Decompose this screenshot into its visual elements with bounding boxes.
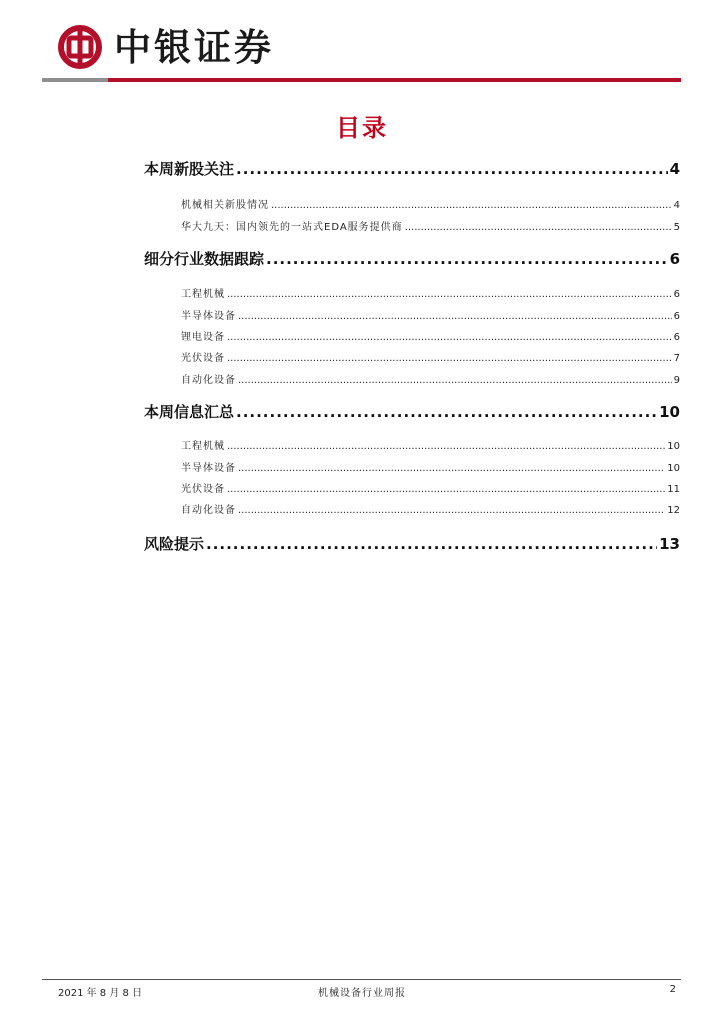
- toc-item-label: 半导体设备: [181, 311, 236, 322]
- toc-title: 目录: [336, 113, 388, 142]
- toc-leader-dots: [236, 403, 657, 421]
- header-rule-red: [108, 78, 681, 82]
- toc-item-link[interactable]: [181, 371, 680, 386]
- toc-page-number: 6: [669, 250, 680, 268]
- toc-item-label: 机械相关新股情况: [181, 200, 269, 211]
- toc-item-label: 工程机械: [181, 289, 225, 300]
- toc-leader-dots: [227, 332, 672, 343]
- toc-page-number: 6: [673, 311, 680, 322]
- toc-section-label: 本周信息汇总: [144, 403, 235, 421]
- toc-item-link[interactable]: [181, 307, 680, 322]
- toc-item-label: 自动化设备: [181, 505, 236, 516]
- toc-section-link[interactable]: [144, 158, 680, 179]
- toc-item-link[interactable]: [181, 501, 680, 516]
- toc-page-number: 9: [673, 375, 680, 386]
- toc-item-link[interactable]: [181, 196, 680, 211]
- toc-page-number: 10: [667, 463, 680, 474]
- toc-leader-dots: [236, 160, 668, 178]
- footer-report-title: 机械设备行业周报: [318, 988, 406, 999]
- toc-leader-dots: [238, 311, 672, 322]
- toc-item-link[interactable]: [181, 349, 680, 364]
- toc-leader-dots: [227, 441, 665, 452]
- footer-rule: [42, 979, 681, 980]
- toc-item-label: 锂电设备: [181, 332, 225, 343]
- toc-leader-dots: [238, 375, 672, 386]
- brand-name: 中银证券: [114, 24, 274, 69]
- toc-item-label: 工程机械: [181, 441, 225, 452]
- toc-item-link[interactable]: [181, 218, 680, 233]
- toc-page-number: 7: [673, 353, 680, 364]
- toc-page-number: 6: [673, 332, 680, 343]
- toc-section-link[interactable]: [144, 248, 680, 269]
- toc-page-number: 4: [669, 160, 680, 178]
- toc-leader-dots: [238, 505, 665, 516]
- toc-leader-dots: [227, 353, 672, 364]
- toc-item-link[interactable]: [181, 480, 680, 495]
- toc-item-link[interactable]: [181, 285, 680, 300]
- footer-date: 2021 年 8 月 8 日: [58, 988, 143, 999]
- toc-section-label: 细分行业数据跟踪: [144, 250, 265, 268]
- toc-page-number: 6: [673, 289, 680, 300]
- toc-page-number: 13: [659, 535, 680, 553]
- header-logo: [58, 22, 274, 72]
- toc-item-link[interactable]: [181, 437, 680, 452]
- toc-leader-dots: [271, 200, 672, 211]
- toc-section-label: 风险提示: [144, 535, 205, 553]
- toc-page-number: 10: [659, 403, 680, 421]
- toc-leader-dots: [227, 289, 672, 300]
- toc-leader-dots: [238, 463, 665, 474]
- toc-item-label: 光伏设备: [181, 484, 225, 495]
- header-rule-gray: [42, 78, 108, 82]
- toc-leader-dots: [206, 535, 657, 553]
- toc-item-label: 光伏设备: [181, 353, 225, 364]
- toc-page-number: 10: [667, 441, 680, 452]
- toc-section-link[interactable]: [144, 401, 680, 422]
- toc-leader-dots: [227, 484, 665, 495]
- toc-item-label: 半导体设备: [181, 463, 236, 474]
- toc-item-link[interactable]: [181, 459, 680, 474]
- toc-page-number: 4: [673, 200, 680, 211]
- toc-leader-dots: [405, 222, 672, 233]
- toc-section-link[interactable]: [144, 533, 680, 554]
- toc-section-label: 本周新股关注: [144, 160, 235, 178]
- toc-page-number: 5: [673, 222, 680, 233]
- toc-item-link[interactable]: [181, 328, 680, 343]
- toc-leader-dots: [266, 250, 668, 268]
- toc-item-label: 自动化设备: [181, 375, 236, 386]
- toc-page-number: 12: [667, 505, 680, 516]
- toc-item-label: 华大九天：国内领先的一站式EDA服务提供商: [181, 222, 403, 233]
- bank-of-china-logo-icon: [58, 25, 102, 69]
- toc-page-number: 11: [667, 484, 680, 495]
- footer-page-number: 2: [669, 984, 676, 995]
